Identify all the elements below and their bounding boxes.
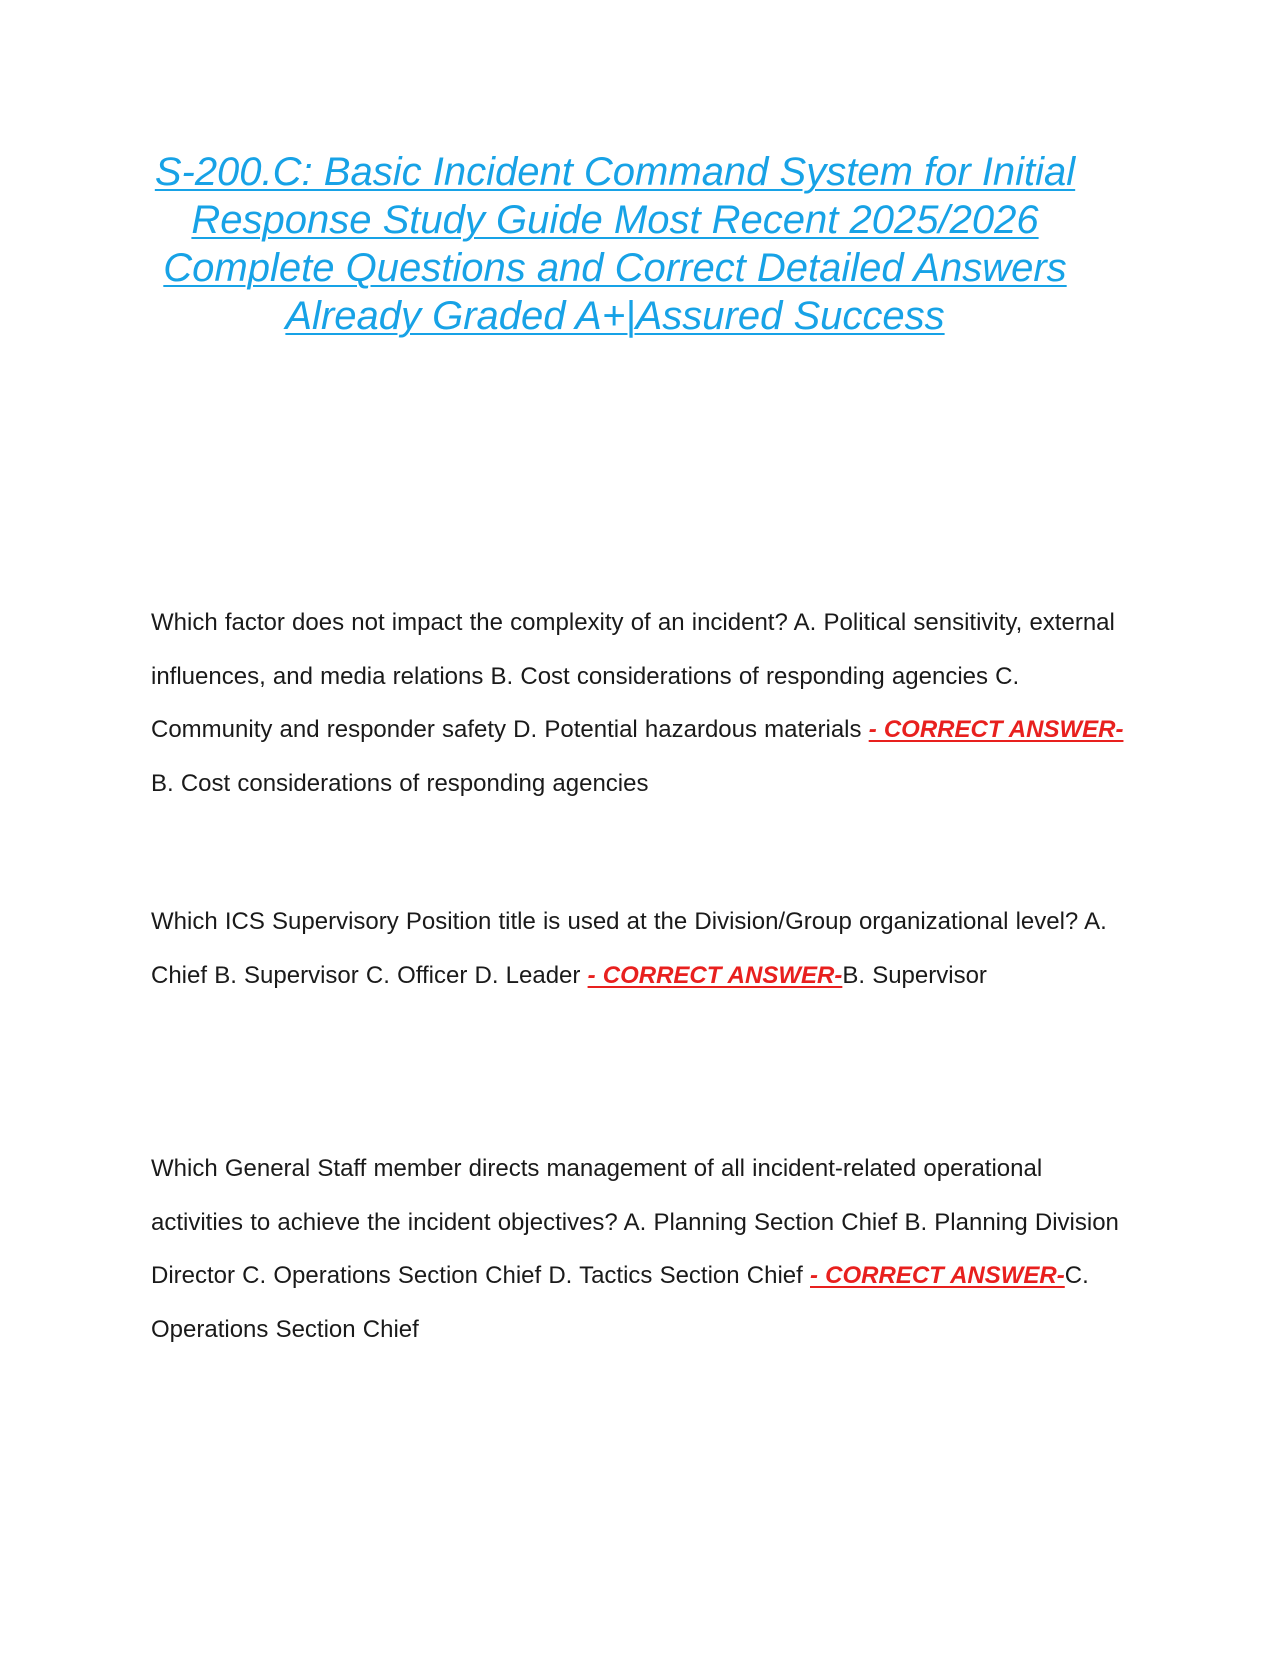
question-text: Which factor does not impact the complexity of an incident? A. Political sensitivity, external influences, and media relations B. Cost considerations of responding agencies C. Community and responder safety D. Potential hazardous materials	[151, 609, 1115, 743]
correct-answer-tag: - CORRECT ANSWER-	[810, 1262, 1065, 1289]
question-text: Which ICS Supervisory Position title is used at the Division/Group organizational level? A. Chief B. Supervisor C. Officer D. Leader	[151, 908, 1107, 989]
correct-answer-tag: - CORRECT ANSWER-	[868, 716, 1124, 743]
qa-item	[151, 596, 1141, 810]
question-text: Which General Staff member directs management of all incident-related operational activities to achieve the incident objectives? A. Planning Section Chief B. Planning Division Director C. Operations Section Chief D. Tactics Section Chief	[151, 1155, 1119, 1289]
correct-answer-tag: - CORRECT ANSWER-	[587, 961, 843, 989]
document-title-link[interactable]: S-200.C: Basic Incident Command System for Initial Response Study Guide Most Recent 2025/2026 Complete Questions and Correct Detailed Answers Already Graded A+|Assured Success	[154, 150, 1076, 338]
answer-text: B. Cost considerations of responding agencies	[151, 769, 649, 797]
qa-item	[151, 895, 1141, 1002]
qa-item	[151, 1142, 1141, 1356]
answer-text: C. Operations Section Chief	[151, 1262, 1089, 1343]
answer-text: B. Supervisor	[842, 961, 987, 989]
